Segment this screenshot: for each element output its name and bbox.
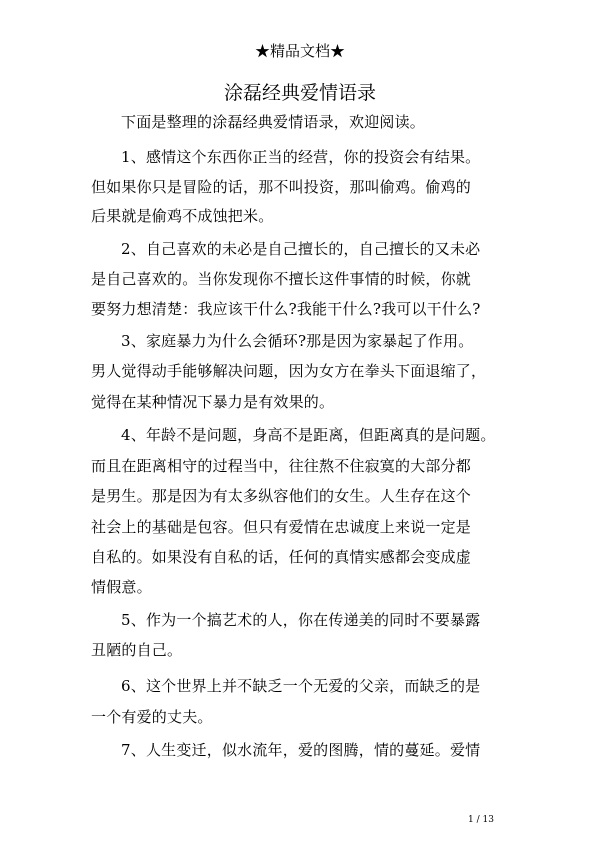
document-title: 涂磊经典爱情语录 <box>223 82 376 104</box>
text-line: 男人觉得动手能够解决问题，因为女方在拳头下面退缩了， <box>91 362 487 380</box>
text-line: 6、这个世界上并不缺乏一个无爱的父亲，而缺乏的是 <box>121 677 481 695</box>
text-line: 自私的。如果没有自私的话，任何的真情实感都会变成虚 <box>91 548 472 566</box>
text-line: 觉得在某种情况下暴力是有效果的。 <box>91 393 335 411</box>
page-number: 1 / 13 <box>468 815 494 825</box>
text-line: 7、人生变迁，似水流年，爱的图腾，情的蔓延。爱情 <box>121 741 481 759</box>
text-line: 要努力想清楚：我应该干什么?我能干什么?我可以干什么? <box>91 300 481 318</box>
text-line: 社会上的基础是包容。但只有爱情在忠诚度上来说一定是 <box>91 518 472 536</box>
text-line: 1、感情这个东西你正当的经营，你的投资会有结果。 <box>121 148 481 166</box>
text-line: 是自己喜欢的。当你发现你不擅长这件事情的时候，你就 <box>91 270 472 288</box>
text-line: 2、自己喜欢的未必是自己擅长的，自己擅长的又未必 <box>121 240 481 258</box>
text-line: 一个有爱的丈夫。 <box>91 708 213 726</box>
text-line: 但如果你只是冒险的话，那不叫投资，那叫偷鸡。偷鸡的 <box>91 178 472 196</box>
text-line: 情假意。 <box>91 578 152 596</box>
text-line: 3、家庭暴力为什么会循环?那是因为家暴起了作用。 <box>121 332 474 350</box>
text-line: 5、作为一个搞艺术的人，你在传递美的同时不要暴露 <box>121 611 481 629</box>
page-header: ★精品文档★ <box>254 42 345 60</box>
text-line: 而且在距离相守的过程当中，往往熬不住寂寞的大部分都 <box>91 457 472 475</box>
text-line: 丑陋的自己。 <box>91 641 183 659</box>
intro-line: 下面是整理的涂磊经典爱情语录，欢迎阅读。 <box>121 113 426 131</box>
text-line: 后果就是偷鸡不成蚀把米。 <box>91 207 274 225</box>
text-line: 是男生。那是因为有太多纵容他们的女生。人生存在这个 <box>91 487 472 505</box>
text-line: 4、年龄不是问题，身高不是距离，但距离真的是问题。 <box>121 426 496 444</box>
